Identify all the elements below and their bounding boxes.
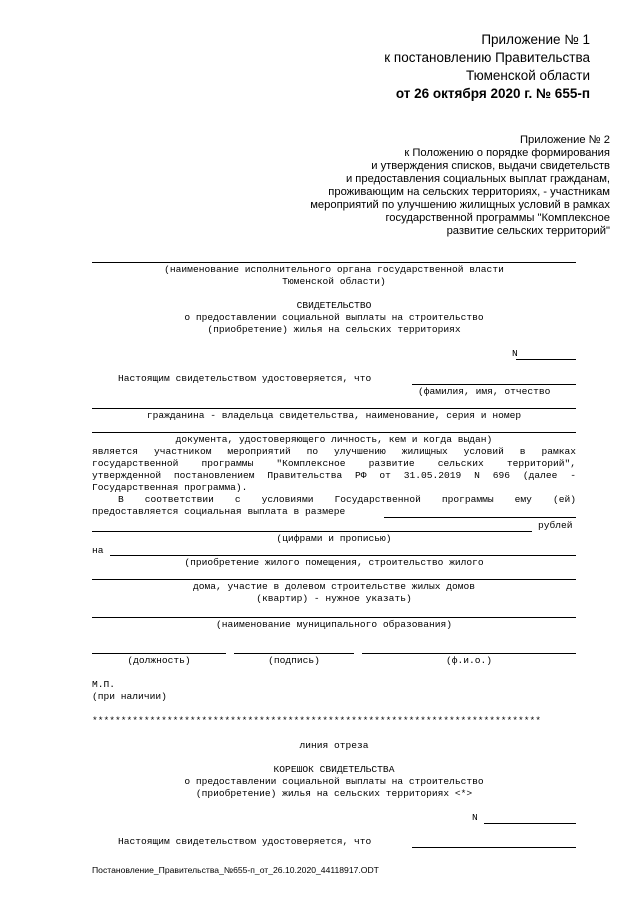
- para1-line2: государственной программы "Комплексное развитие сельских территорий",: [92, 458, 576, 469]
- rubles-label: рублей: [538, 520, 573, 531]
- stub-number-field[interactable]: [484, 823, 576, 824]
- fio-caption: (фамилия, имя, отчество: [418, 386, 551, 397]
- header2-line2: к Положению о порядке формирования: [404, 147, 610, 159]
- purpose-field[interactable]: [110, 555, 576, 556]
- stamp-note: (при наличии): [92, 691, 167, 702]
- header2-line6: мероприятий по улучшению жилищных условий в рамках: [310, 199, 610, 211]
- purpose-caption-3: (квартир) - нужное указать): [256, 593, 412, 604]
- fio-field[interactable]: [412, 384, 576, 385]
- sum-caption: (цифрами и прописью): [276, 533, 392, 544]
- header1-line2: к постановлению Правительства: [384, 50, 590, 65]
- purpose-caption-1: (приобретение жилого помещения, строительство жилого: [184, 557, 484, 568]
- stamp-label: М.П.: [92, 679, 116, 690]
- header2-line1: Приложение № 2: [519, 134, 610, 146]
- signature-caption: (подпись): [268, 655, 320, 666]
- stub-number-label: N: [472, 812, 478, 823]
- stub-fio-field[interactable]: [412, 847, 576, 848]
- para2-line2: предоставляется социальная выплата в размере: [92, 506, 346, 517]
- stub-subtitle-1: о предоставлении социальной выплаты на строительство: [184, 776, 484, 787]
- position-field[interactable]: [92, 653, 226, 654]
- organ-caption-1: (наименование исполнительного органа государственной власти: [164, 264, 504, 275]
- header1-line1: Приложение № 1: [481, 32, 590, 47]
- footer-filename: Постановление_Правительства_№655-п_от_26.10.2020_44118917.ODT: [92, 865, 379, 875]
- number-field[interactable]: [516, 359, 576, 360]
- header2-line4: и предоставления социальных выплат гражданам,: [345, 173, 610, 185]
- purpose-line-2[interactable]: [92, 579, 576, 580]
- amount-field[interactable]: [384, 517, 576, 518]
- para1-line3: утвержденной постановлением Правительства РФ от 31.05.2019 N 696 (далее -: [92, 470, 576, 481]
- cut-line-label: линия отреза: [299, 740, 369, 751]
- municipality-field[interactable]: [92, 617, 576, 618]
- header1-line4: от 26 октября 2020 г. № 655-п: [395, 86, 590, 101]
- cut-stars: ******************************************************************************: [92, 715, 542, 726]
- certificate-subtitle-2: (приобретение) жилья на сельских территориях: [207, 324, 461, 335]
- para1-line4: Государственная программа).: [92, 482, 248, 493]
- citizen-caption: гражданина - владельца свидетельства, наименование, серия и номер: [146, 410, 522, 421]
- stub-certify-text: Настоящим свидетельством удостоверяется, что: [118, 836, 372, 847]
- organ-name-line[interactable]: [92, 262, 576, 263]
- stub-title: КОРЕШОК СВИДЕТЕЛЬСТВА: [273, 764, 395, 775]
- header2-line3: и утверждения списков, выдачи свидетельств: [371, 160, 610, 172]
- document-line[interactable]: [92, 432, 576, 433]
- organ-caption-2: Тюменской области): [282, 276, 386, 287]
- header1-line3: Тюменской области: [466, 68, 590, 83]
- document-caption: документа, удостоверяющего личность, кем и когда выдан): [175, 434, 493, 445]
- header2-line5: проживающим на сельских территориях, - участникам: [328, 186, 610, 198]
- initials-field[interactable]: [362, 653, 576, 654]
- purpose-caption-2: дома, участие в долевом строительстве жилых домов: [192, 581, 476, 592]
- amount-words-field[interactable]: [92, 531, 532, 532]
- stub-subtitle-2: (приобретение) жилья на сельских территориях <*>: [195, 788, 473, 799]
- certificate-subtitle-1: о предоставлении социальной выплаты на строительство: [184, 312, 484, 323]
- position-caption: (должность): [127, 655, 191, 666]
- certify-text: Настоящим свидетельством удостоверяется, что: [118, 373, 372, 384]
- number-label: N: [512, 348, 518, 359]
- header2-line7: государственной программы "Комплексное: [385, 212, 610, 224]
- header2-line8: развитие сельских территорий": [446, 225, 610, 237]
- citizen-line[interactable]: [92, 408, 576, 409]
- initials-caption: (ф.и.о.): [445, 655, 493, 666]
- para2-line1: В соответствии с условиями Государственной программы ему (ей): [118, 494, 576, 505]
- para1-line1: является участником мероприятий по улучшению жилищных условий в рамках: [92, 446, 576, 457]
- certificate-title: СВИДЕТЕЛЬСТВО: [296, 300, 372, 311]
- signature-field[interactable]: [234, 653, 354, 654]
- na-label: на: [92, 545, 104, 556]
- municipality-caption: (наименование муниципального образования): [215, 619, 453, 630]
